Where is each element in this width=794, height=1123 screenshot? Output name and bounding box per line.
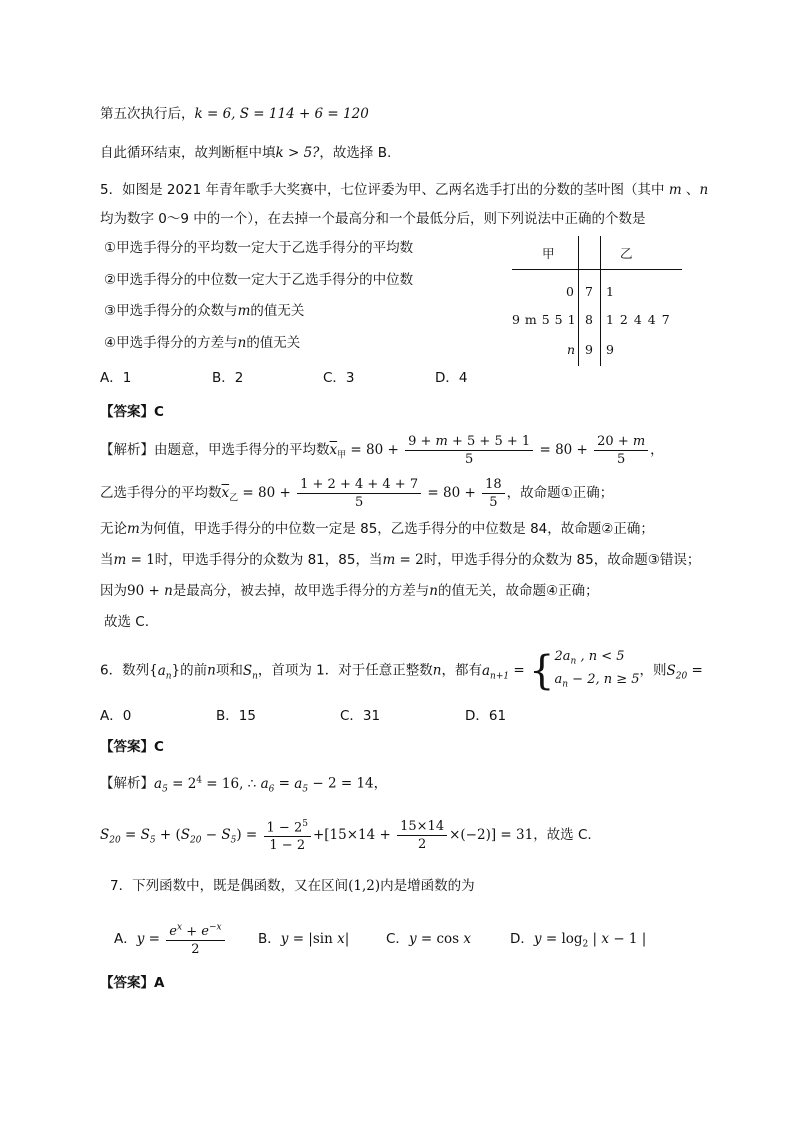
stem-leaf-row3-right: 9 [606,342,614,357]
stem-leaf-row2-left: 9 m 5 5 1 [512,312,576,327]
text-line-1: 第五次执行后，k = 6, S = 114 + 6 = 120 [100,106,369,122]
stem-leaf-row1-left: 0 [566,284,574,299]
q5-answer: 【答案】C [100,404,164,420]
q5-statement-4: ④甲选手得分的方差与n的值无关 [104,335,301,351]
q6-option-d: D．61 [465,708,507,724]
q6-analysis-line-1: 【解析】$a_5 = 2^4 = 16$, ∴ $a_6 = a_5 - 2 = 14$， [100,775,388,795]
q7-stem: 7．下列函数中，既是偶函数，又在区间(1,2)内是增函数的为 [110,878,475,894]
q7-option-c: C．y = cos x [386,931,472,947]
q6-option-c: C．31 [340,708,381,724]
q5-statement-3: ③甲选手得分的众数与m的值无关 [104,303,305,319]
q5-analysis-line-6: 故选 C. [104,614,150,630]
stem-leaf-left-header: 甲 [542,246,555,261]
q5-option-c: C．3 [323,370,355,386]
q6-option-b: B．15 [216,708,256,724]
stem-leaf-row3-left: n [567,342,576,357]
q6-stem: 6．数列$\{a_n\}$的前n项和$S_n$，首项为 1．对于任意正整数n，都有$a_{n+1} = \{2a_n$ , n < 5 $a_n - 2$, n ≥ 5，则$S_{20}$ = [100,647,703,694]
q5-option-a: A．1 [100,370,132,386]
q5-analysis-line-5: 因为90 + n是最高分，被去掉，故甲选手得分的方差与n的值无关，故命题④正确； [100,583,599,599]
stem-leaf-row2-right: 1 2 4 4 7 [606,312,670,327]
stem-leaf-row3-stem: 9 [585,342,593,357]
q5-analysis-line-3: 无论m为何值，甲选手得分的中位数一定是 85，乙选手得分的中位数是 84，故命题②正确； [100,521,654,537]
q5-statement-2: ②甲选手得分的中位数一定大于乙选手得分的中位数 [104,272,414,288]
q7-option-b: B．y = |sin x| [258,931,350,947]
q5-option-d: D．4 [435,370,468,386]
q5-option-b: B．2 [212,370,244,386]
q7-answer: 【答案】A [100,975,165,991]
q5-stem-line-1: 5．如图是 2021 年青年歌手大奖赛中，七位评委为甲、乙两名选手打出的分数的茎叶图（其中 m 、n [100,182,709,198]
q7-option-d: D．$y = \log_2$ | x − 1 | [510,931,647,950]
stem-leaf-row2-stem: 8 [585,312,593,327]
q5-statement-1: ①甲选手得分的平均数一定大于乙选手得分的平均数 [104,240,414,256]
stem-leaf-row1-stem: 7 [585,284,593,299]
q5-analysis-line-4: 当m = 1时，甲选手得分的众数为 81，85，当m = 2时，甲选手得分的众数为 85，故命题③错误； [100,552,701,568]
q5-analysis-line-2: 乙选手得分的平均数$\overline{x}_乙 = 80$ + $\frac{1 + 2 + 4 + 4 + 7}{5}$ = 80 + $\frac{18}{5}$ ，故命题①正确； [100,476,614,510]
q6-analysis-line-2: $S_{20} = S_5 + (S_{20} - S_5)$ = $\frac{1 - 2^5}{1 - 2}$ +[15×14 + $\frac{15\times 14}{2}$ ×(−2)] = 31，故选 C. [100,815,592,861]
stem-leaf-plot [512,236,682,366]
q7-option-a: A．y = $\frac{e^x + e^{-x}}{2}$ [114,920,227,958]
q6-option-a: A．0 [100,708,132,724]
stem-leaf-row1-right: 1 [606,284,614,299]
text-line-2: 自此循环结束，故判断框中填k > 5?，故选择 B. [100,145,392,161]
q6-answer: 【答案】C [100,739,164,755]
stem-leaf-right-header: 乙 [620,246,633,261]
q5-analysis-line-1: 【解析】由题意，甲选手得分的平均数$\overline{x}_甲 = 80$ + $\frac{9 + m + 5 + 5 + 1}{5}$ = 80 + $\frac{20 + m}{5}$ ， [100,433,664,467]
q5-stem-line-2: 均为数字 0～9 中的一个），在去掉一个最高分和一个最低分后，则下列说法中正确的个数是 [100,211,646,227]
